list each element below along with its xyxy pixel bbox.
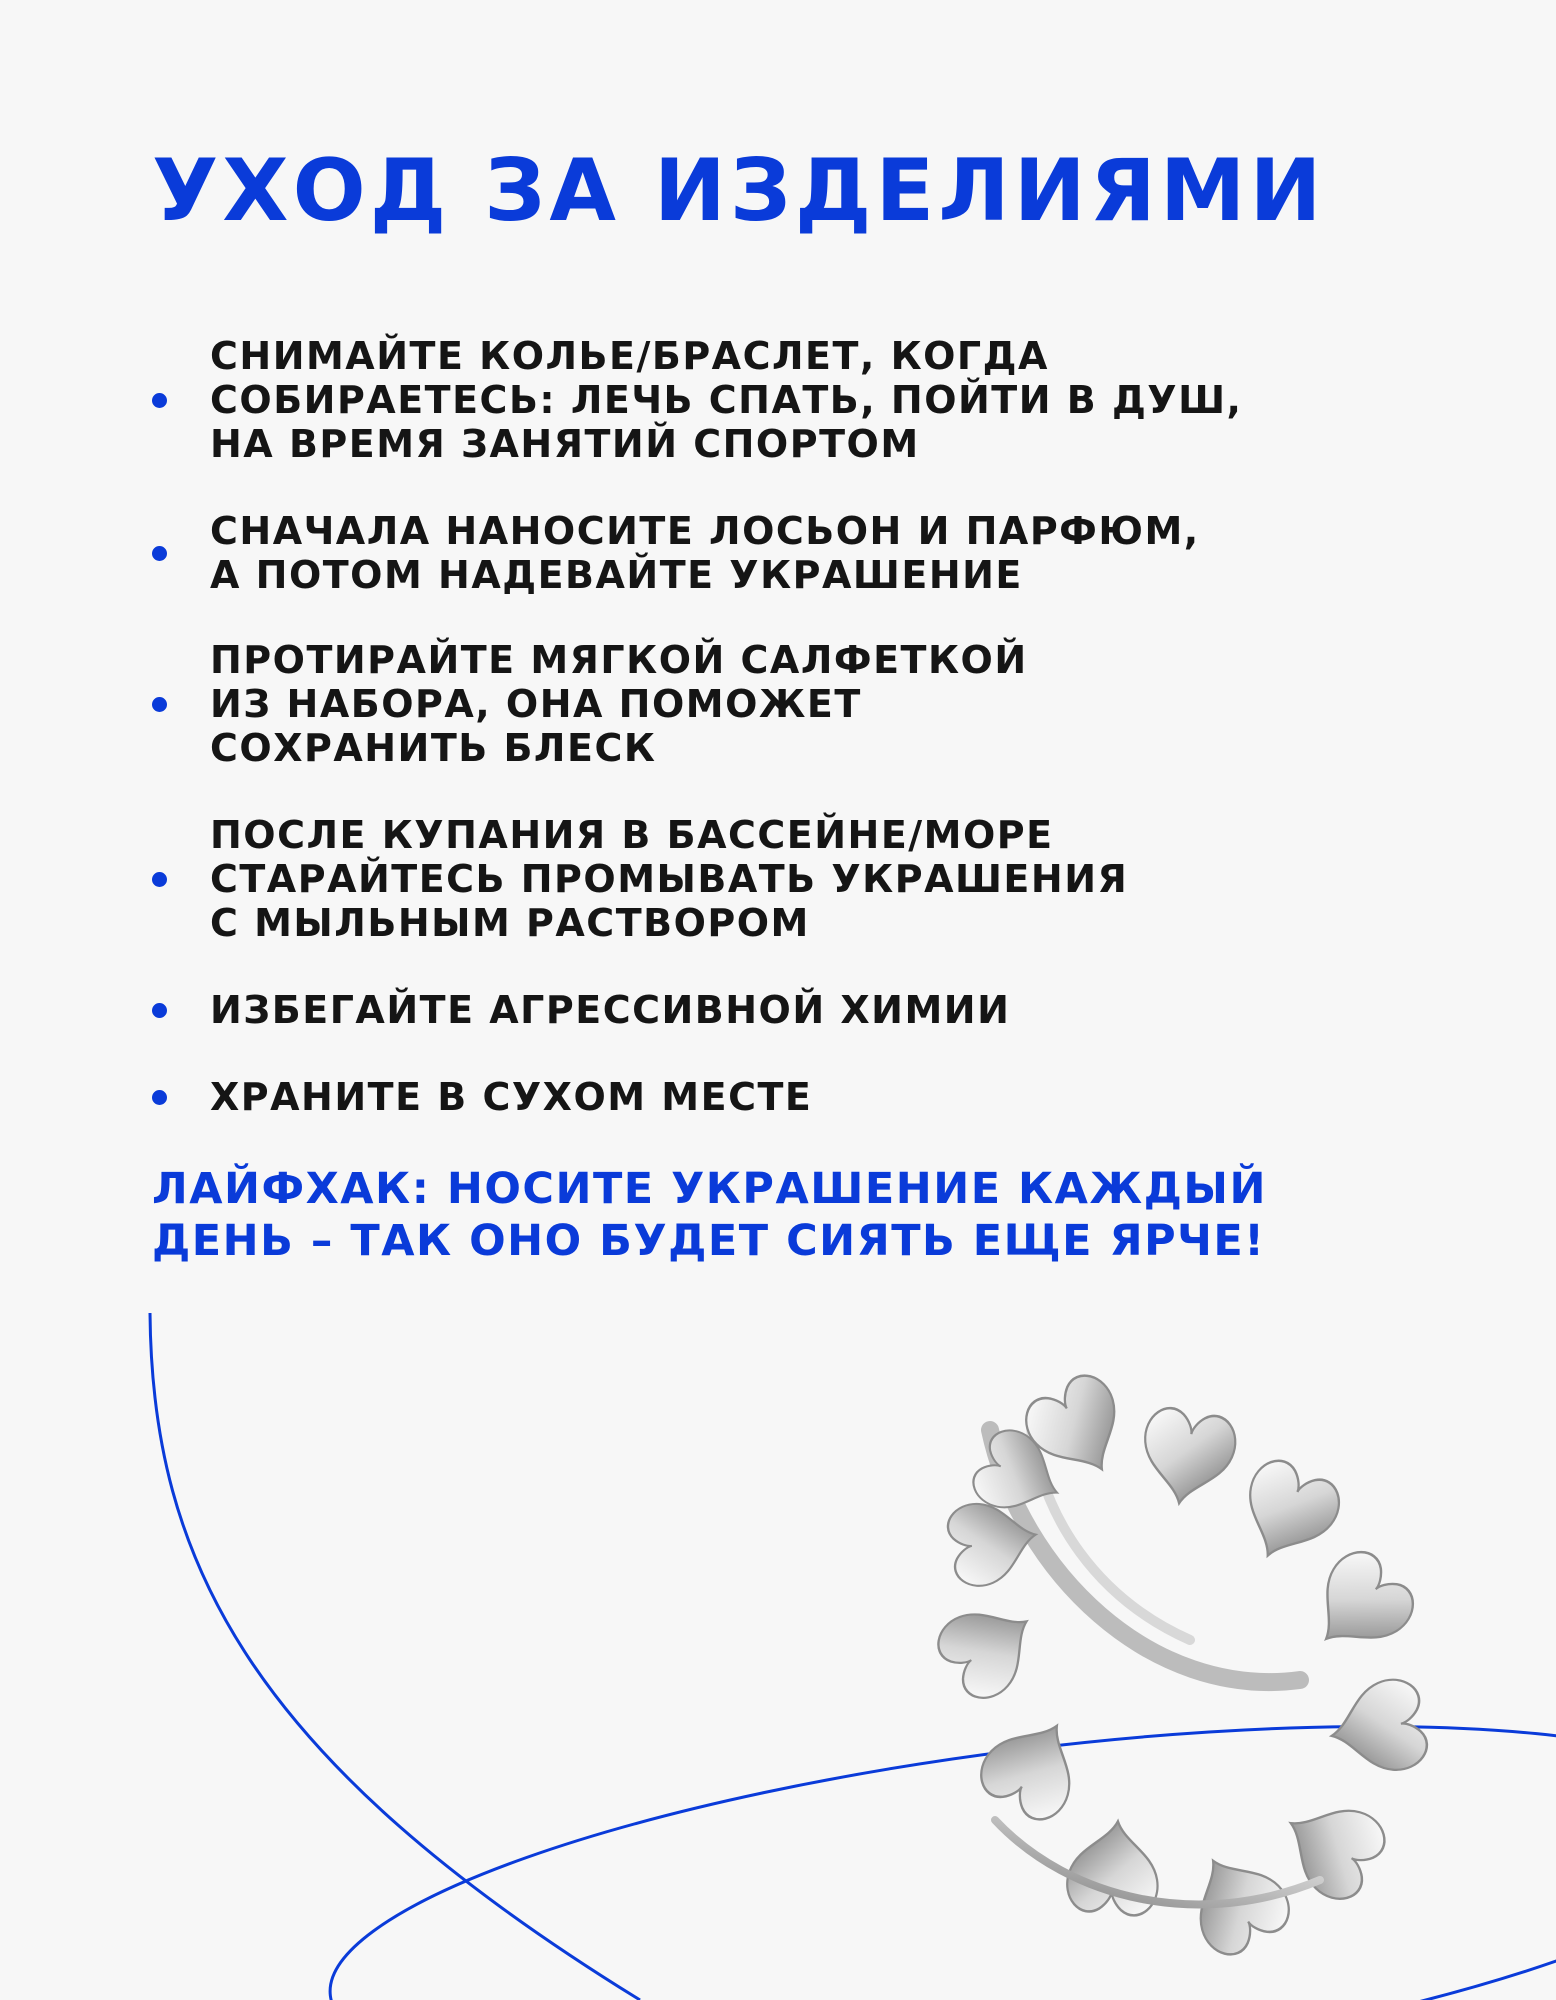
tip-text: СНИМАЙТЕ КОЛЬЕ/БРАСЛЕТ, КОГДА СОБИРАЕТЕСЬ: ЛЕЧЬ СПАТЬ, ПОЙТИ В ДУШ, НА ВРЕМЯ ЗАНЯТИЙ СПОРТОМ (210, 334, 1243, 466)
page-title: УХОД ЗА ИЗДЕЛИЯМИ (152, 141, 1326, 241)
lifehack-note: ЛАЙФХАК: НОСИТЕ УКРАШЕНИЕ КАЖДЫЙ ДЕНЬ – ТАК ОНО БУДЕТ СИЯТЬ ЕЩЕ ЯРЧЕ! (152, 1164, 1267, 1266)
tip-text: ХРАНИТЕ В СУХОМ МЕСТЕ (210, 1075, 813, 1119)
tip-text: СНАЧАЛА НАНОСИТЕ ЛОСЬОН И ПАРФЮМ, А ПОТОМ НАДЕВАЙТЕ УКРАШЕНИЕ (210, 509, 1200, 597)
tip-text: ПРОТИРАЙТЕ МЯГКОЙ САЛФЕТКОЙ ИЗ НАБОРА, ОНА ПОМОЖЕТ СОХРАНИТЬ БЛЕСК (210, 638, 1028, 770)
tip-text: ПОСЛЕ КУПАНИЯ В БАССЕЙНЕ/МОРЕ СТАРАЙТЕСЬ ПРОМЫВАТЬ УКРАШЕНИЯ С МЫЛЬНЫМ РАСТВОРОМ (210, 813, 1129, 945)
tip-text: ИЗБЕГАЙТЕ АГРЕССИВНОЙ ХИМИИ (210, 988, 1011, 1032)
